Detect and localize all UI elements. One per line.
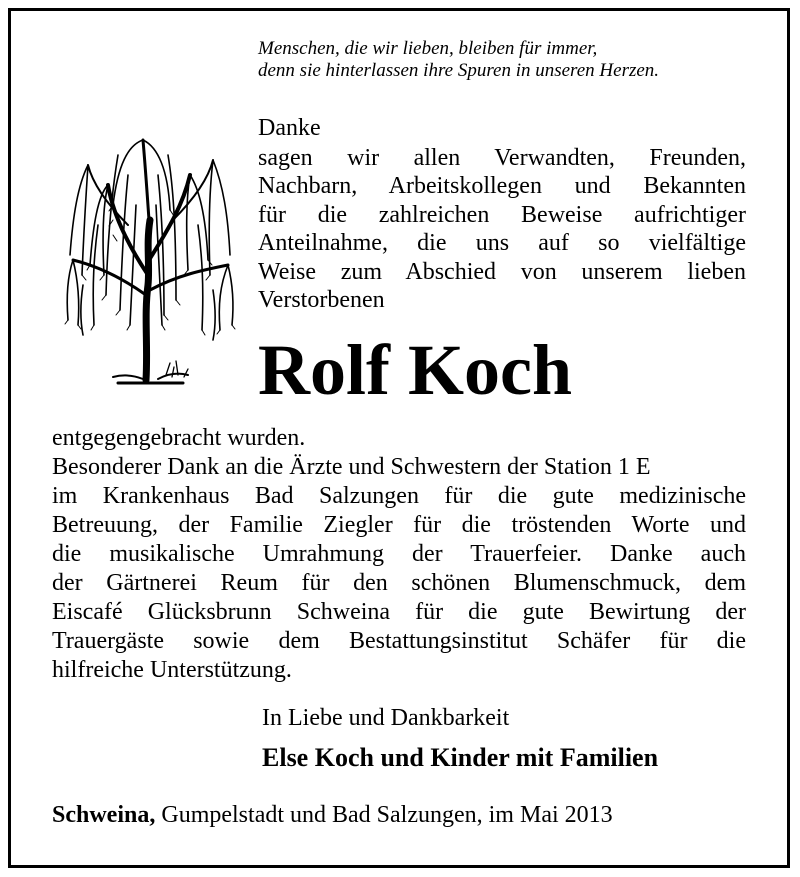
intro-line: Nachbarn, Arbeitskollegen und Bekannten — [258, 173, 746, 200]
motto-quote — [258, 38, 758, 82]
body-line: hilfreiche Unterstützung. — [52, 657, 292, 683]
weeping-willow-tree-icon — [58, 125, 238, 387]
intro-line: Anteilnahme, die uns auf so vielfältige — [258, 230, 746, 257]
intro-line: sagen wir allen Verwandten, Freunden, — [258, 145, 746, 171]
intro-line: Weise zum Abschied von unserem lieben — [258, 258, 746, 285]
place-and-date — [52, 800, 613, 830]
body-line: der Gärtnerei Reum für den schönen Blumenschmuck, dem — [52, 570, 746, 596]
deceased-name: Rolf Koch — [258, 330, 572, 410]
place-bold: Schweina, — [52, 802, 156, 828]
body-line: Eiscafé Glücksbrunn Schweina für die gute Bewirtung der — [52, 599, 746, 625]
closing-phrase: In Liebe und Dankbarkeit — [262, 705, 510, 731]
body-text — [52, 424, 746, 685]
intro-line: für die zahlreichen Beweise aufrichtiger — [258, 201, 746, 228]
body-line: entgegengebracht wurden. — [52, 425, 306, 451]
motto-line-2: denn sie hinterlassen ihre Spuren in unseren Herzen. — [258, 60, 660, 81]
intro-text — [258, 144, 746, 314]
body-line: Betreuung, der Familie Ziegler für die tröstenden Worte und — [52, 512, 746, 538]
body-line: Besonderer Dank an die Ärzte und Schwestern der Station 1 E — [52, 454, 651, 480]
intro-line: Verstorbenen — [258, 287, 385, 314]
place-rest: Gumpelstadt und Bad Salzungen, im Mai 2013 — [155, 802, 613, 828]
body-line: die musikalische Umrahmung der Trauerfeier. Danke auch — [52, 541, 746, 567]
body-line: Trauergäste sowie dem Bestattungsinstitut Schäfer für die — [52, 628, 746, 654]
body-line: im Krankenhaus Bad Salzungen für die gute medizinische — [52, 483, 746, 509]
motto-line-1: Menschen, die wir lieben, bleiben für immer, — [258, 38, 598, 59]
thanks-heading: Danke — [258, 115, 321, 141]
signature: Else Koch und Kinder mit Familien — [262, 743, 659, 772]
